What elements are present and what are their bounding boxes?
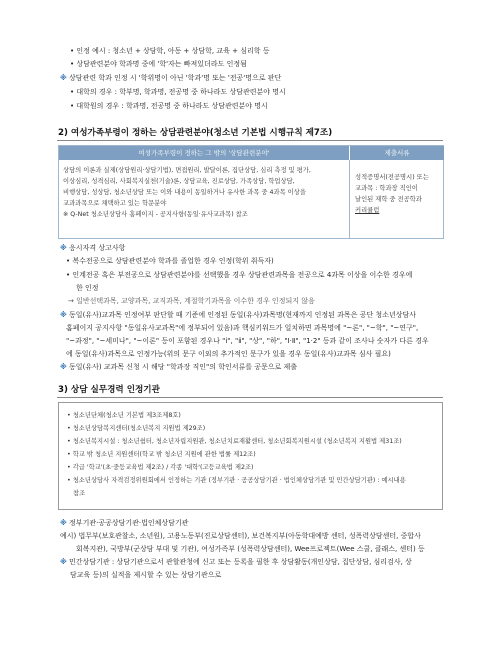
institution-example-line: 예시) 법무부(보호관찰소, 소년원), 고용노동부(진로상담센터), 보건복지부(아동학대예방 센터, 성폭력상담센터, 중합사 — [60, 532, 421, 540]
note-mark: ※ — [60, 311, 67, 319]
double-major-line: • 복수전공으로 상담관련분야 학과를 졸업한 경우 인정(학위 취득자) — [66, 257, 274, 265]
minor-major-line-cont: 한 인정 — [76, 284, 99, 292]
document-line: 커리큘럼 — [355, 207, 380, 214]
grad-line: • 대학원의 경우 : 학과명, 전공명 중 하나라도 상담관련분야 명시 — [70, 102, 268, 110]
institution-item: • 청소년복지시설 : 청소년쉼터, 청소년자립지원관, 청소년치료재활센터, 청소년회복지원시설 (청소년복지 지원법 제31조) — [67, 438, 402, 445]
section2-divider — [57, 140, 443, 141]
table-header-field: 여성가족부령이 정하는 그 밖의 '상담관련분야' — [59, 146, 349, 160]
major-name-line: • 상담관련분야 학과명 중에 '학'자는 빠져있더라도 인정됨 — [70, 60, 247, 68]
table-header-documents: 제출서류 — [349, 146, 444, 160]
field-reference-line: ※ Q-Net 청소년상담사 홈페이지 - 공지사항(동일·유사교과목) 참조 — [63, 211, 248, 218]
section2-heading: 2) 여성가족부령이 정하는 상담관련분야(청소년 기본법 시행규칙 제7조) — [58, 128, 333, 138]
document-line: 날인된 재학 중 전공학과 — [355, 196, 422, 203]
note-mark: ※ — [60, 363, 67, 371]
field-line: 비행상담, 성상담, 청소년상담 또는 이와 내용이 동일하거나 유사한 과목 중 4과목 이상을 — [63, 189, 306, 196]
undergrad-line: • 대학의 경우 : 학부명, 학과명, 전공명 중 하나라도 상담관련분야 명시 — [70, 88, 286, 96]
example-line: • 인정 예시 : 청소년 + 상담학, 아동 + 상담학, 교육 + 심리학 등 — [70, 47, 270, 55]
field-line: 이상심리, 성격심리, 사회복지실천(기술)론, 상담교육, 진로상담, 가족상담, 학업상담, — [63, 178, 295, 185]
institution-item: • 각급 '학교'(초·중등교육법 제2조) / 각종 '대학'(고등교육법 제2조) — [67, 464, 254, 471]
institution-item: • 청소년상담복지센터(청소년복지 지원법 제29조) — [67, 425, 206, 432]
submission-note: ※ 동일(유사) 교과목 신청 시 해당 "학과장 직인"의 학인서류를 공문으로 제출 — [60, 363, 298, 371]
institution-item: • 청소년상담사 자격검정위원회에서 인정하는 기관 (정부기관 · 공공상담기관 · 법인체상담기관 및 민간상담기관) : 예시내용 — [67, 477, 406, 484]
table-column-divider — [349, 160, 350, 238]
equivalent-course-line: 홈페이지 공지사항 "동일유사교과목"에 정부되어 있음)과 핵심키워드가 일치하면 과목명에 "~론", "~학", "~연구", — [66, 324, 419, 332]
institution-example-line: 회복지관), 국방부(군상담 부대 및 기관), 여성가족부 (성폭력상담센터), Wee프로젝트(Wee 스쿨, 클래스, 센터) 등 — [76, 545, 425, 553]
excluded-courses-line: → 일반선택과목, 교양과목, 교직과목, 계절학기과목을 이수한 경우 인정되지 않음 — [68, 297, 315, 305]
document-line: 교과목 : 학과장 직인이 — [355, 185, 418, 192]
equivalent-course-line: "~과정", "~세미나", "~이론" 등이 포함된 경우나 "ⅰ", "ⅱ", "상", "하", "Ⅰ·Ⅱ", "1·2" 등과 같이 조사나 숫자가 다른 경우 — [66, 337, 429, 345]
eligibility-note-title: ※ 응시자격 상고사항 — [60, 244, 126, 252]
institution-item-cont: 참조 — [73, 490, 86, 497]
minor-major-line: • 인계전공 혹은 부전공으로 상담관련분야를 선택했을 경우 상담관련과목을 전공으로 4과목 이상을 이수한 경우에 — [66, 271, 413, 279]
section3-divider — [57, 397, 443, 398]
note-mark: ※ — [60, 519, 67, 527]
field-line: 상담의 이론과 실제(상담원리·상담기법), 면접원리, 발달이론, 집단상담, 심리 측정 및 평가, — [63, 167, 311, 174]
equivalent-course-line: 에 동일(유사)과목으로 인정가능(위의 문구 이외의 추가적인 문구가 있을 경우 동일(유사)교과목 심사 필요) — [66, 350, 391, 358]
major-judgement-text: 상담관련 학과 인정 시 '학위명이 아닌 '학과'명 또는 '전공'명으로 판단 — [69, 74, 282, 82]
section3-heading: 3) 상담 실무경력 인정기관 — [58, 385, 160, 395]
institution-item: • 학교 밖 청소년 지원센터(학교 밖 청소년 지원에 관한 법률 제12조) — [67, 451, 256, 458]
major-judgement-note — [60, 73, 281, 83]
public-institutions-title: ※ 정부기관·공공상담기관·법인체상담기관 — [60, 519, 189, 527]
note-mark: ※ — [60, 558, 67, 566]
private-institution-line-cont: 담교육 등)의 실적을 제시할 수 있는 상담기관으로 — [70, 571, 222, 579]
document-line: 성적증명서(전공명시) 또는 — [355, 174, 429, 181]
related-field-table — [58, 145, 444, 239]
note-mark: ※ — [60, 244, 67, 252]
institution-box — [58, 402, 443, 510]
private-institution-note: ※ 민간상담기관 : 상담기관으로서 관할관청에 신고 또는 등록을 필한 후 상담활동(개인상담, 집단상담, 심리검사, 상 — [60, 558, 412, 566]
field-line: 교과과목으로 채택하고 있는 학문분야 — [63, 200, 167, 207]
note-mark: ※ — [60, 74, 67, 82]
equivalent-course-note: ※ 동일(유사)교과목 인정여부 판단할 때 기준에 인정된 동일(유사)과목명(현재까지 인정된 과목은 공단 청소년상담사 — [60, 311, 417, 319]
institution-item: • 청소년단체(청소년 기본법 제3조제8호) — [67, 412, 181, 419]
